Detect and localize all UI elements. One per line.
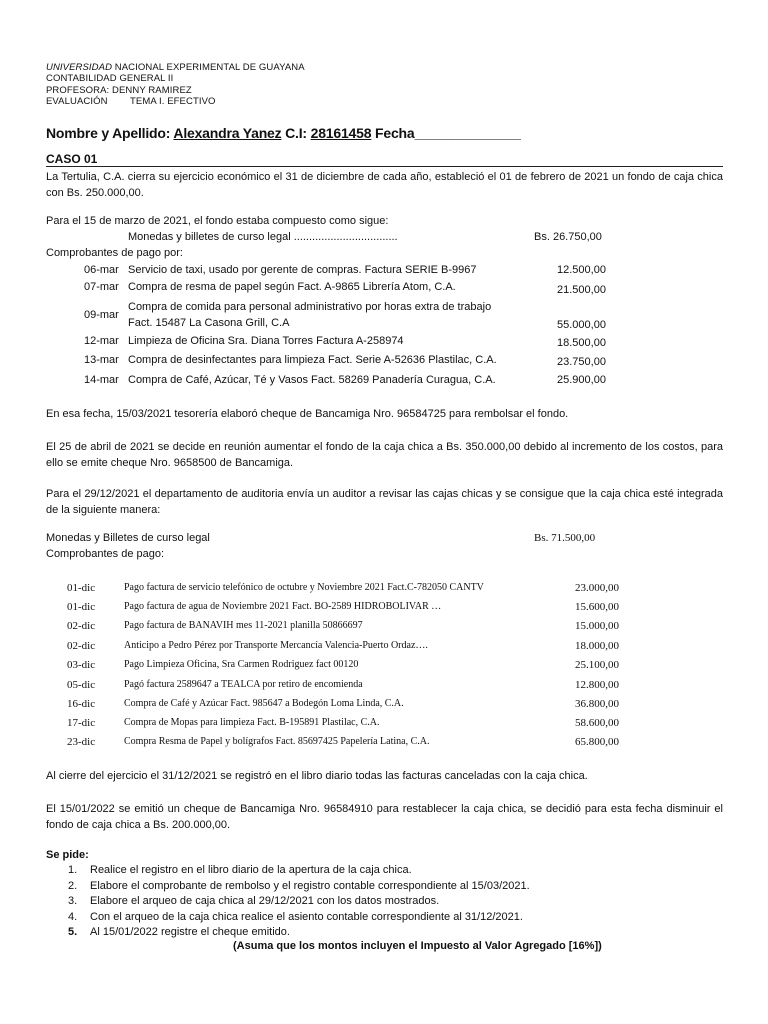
dec-amount: 15.600,00 (575, 601, 619, 613)
dec-vouchers-label: Comprobantes de pago: (46, 548, 165, 560)
task-text: Elabore el arqueo de caja chica al 29/12/2021 con los datos mostrados. (90, 895, 440, 907)
dec-date: 03-dic (67, 659, 96, 671)
task-number: 5. (68, 926, 78, 938)
dec-amount: 58.600,00 (575, 717, 619, 729)
march-desc-cont: Fact. 15487 La Casona Grill, C.A (128, 317, 290, 329)
dec-desc: Pago factura de agua de Noviembre 2021 Fact. BO-2589 HIDROBOLIVAR … (124, 601, 442, 612)
dec-desc: Pagó factura 2589647 a TEALCA por retiro de encomienda (124, 679, 363, 690)
march-date: 07-mar (84, 281, 119, 293)
dec-desc: Pago factura de servicio telefónico de octubre y Noviembre 2021 Fact.C-782050 CANTV (124, 582, 484, 593)
task-number: 3. (68, 895, 78, 907)
march-date: 12-mar (84, 335, 119, 347)
student-line (46, 125, 521, 141)
task-number: 1. (68, 864, 78, 876)
march-desc: Servicio de taxi, usado por gerente de compras. Factura SERIE B-9967 (128, 264, 477, 276)
dec-amount: 65.800,00 (575, 736, 619, 748)
dec-date: 23-dic (67, 736, 96, 748)
march-desc: Compra de desinfectantes para limpieza Fact. Serie A-52636 Plastilac, C.A. (128, 354, 497, 366)
university-line: UNIVERSIDAD NACIONAL EXPERIMENTAL DE GUAYANA (46, 62, 305, 73)
dec-date: 01-dic (67, 601, 96, 613)
march-date: 09-mar (84, 309, 119, 321)
ci-label: C.I: (285, 125, 307, 141)
march-date: 06-mar (84, 264, 119, 276)
march-desc: Compra de resma de papel según Fact. A-9865 Librería Atom, C.A. (128, 281, 456, 293)
dec-amount: 23.000,00 (575, 582, 619, 594)
dec-date: 02-dic (67, 620, 96, 632)
dec-amount: 36.800,00 (575, 698, 619, 710)
dec-date: 05-dic (67, 679, 96, 691)
march-amount: 23.750,00 (557, 356, 606, 368)
dec-cash-label: Monedas y Billetes de curso legal (46, 532, 210, 544)
topic-label: TEMA I. EFECTIVO (130, 96, 216, 107)
subject-line: CONTABILIDAD GENERAL II (46, 73, 174, 84)
task-number: 4. (68, 911, 78, 923)
dec-date: 16-dic (67, 698, 96, 710)
dec-amount: 18.000,00 (575, 640, 619, 652)
march-amount: 55.000,00 (557, 319, 606, 331)
evaluation-label: EVALUACIÓN (46, 96, 108, 107)
dec-amount: 15.000,00 (575, 620, 619, 632)
march-amount: 18.500,00 (557, 337, 606, 349)
dec-desc: Pago factura de BANAVIH mes 11-2021 planilla 50866697 (124, 620, 363, 631)
increase-paragraph: El 25 de abril de 2021 se decide en reunión aumentar el fondo de la caja chica a Bs. 350.000,00 debido al incremento de los costos, para ello se emite cheque Nro. 9658500 de Bancamiga. (46, 441, 723, 469)
date-blank: ______________ (414, 125, 521, 141)
dec-amount: 12.800,00 (575, 679, 619, 691)
march-date: 13-mar (84, 354, 119, 366)
march-amount: 12.500,00 (557, 264, 606, 276)
dec-date: 01-dic (67, 582, 96, 594)
dec-date: 02-dic (67, 640, 96, 652)
task-text: Elabore el comprobante de rembolso y el registro contable correspondiente al 15/03/2021. (90, 880, 530, 892)
march-desc: Limpieza de Oficina Sra. Diana Torres Factura A-258974 (128, 335, 404, 347)
january-paragraph: El 15/01/2022 se emitió un cheque de Bancamiga Nro. 96584910 para restablecer la caja chica, se decidió para esta fecha disminuir el fondo de caja chica a Bs. 200.000,00. (46, 803, 723, 831)
task-text: Realice el registro en el libro diario de la apertura de la caja chica. (90, 864, 412, 876)
tasks-title: Se pide: (46, 849, 89, 861)
vat-note: (Asuma que los montos incluyen el Impuesto al Valor Agregado [16%]) (233, 940, 602, 952)
march-amount: 21.500,00 (557, 284, 606, 296)
dec-desc: Pago Limpieza Oficina, Sra Carmen Rodriguez fact 00120 (124, 659, 359, 670)
march-date: 14-mar (84, 374, 119, 386)
task-number: 2. (68, 880, 78, 892)
dec-cash-amount: Bs. 71.500,00 (534, 532, 596, 544)
dec-date: 17-dic (67, 717, 96, 729)
march-desc: Compra de comida para personal administrativo por horas extra de trabajo (128, 301, 492, 313)
march-cash-amount: Bs. 26.750,00 (534, 231, 602, 243)
name-value: Alexandra Yanez (173, 125, 282, 141)
name-label: Nombre y Apellido: (46, 125, 171, 141)
march-cash-label: Monedas y billetes de curso legal .................................. (128, 231, 398, 243)
march-desc: Compra de Café, Azúcar, Té y Vasos Fact. 58269 Panadería Curagua, C.A. (128, 374, 496, 386)
march-vouchers-label: Comprobantes de pago por: (46, 247, 183, 259)
dec-desc: Compra de Café y Azúcar Fact. 985647 a Bodegón Loma Linda, C.A. (124, 698, 404, 709)
case-title: CASO 01 (46, 152, 98, 166)
date-label: Fecha (375, 125, 415, 141)
task-text: Al 15/01/2022 registre el cheque emitido. (90, 926, 290, 938)
dec-amount: 25.100,00 (575, 659, 619, 671)
case-divider (46, 166, 723, 167)
reimbursement-paragraph: En esa fecha, 15/03/2021 tesorería elaboró cheque de Bancamiga Nro. 96584725 para rembolsar el fondo. (46, 408, 569, 420)
dec-desc: Compra Resma de Papel y bolígrafos Fact. 85697425 Papelería Latina, C.A. (124, 736, 430, 747)
ci-value: 28161458 (310, 125, 372, 141)
closing-paragraph: Al cierre del ejercicio el 31/12/2021 se registró en el libro diario todas las facturas canceladas con la caja chica. (46, 770, 588, 782)
audit-paragraph: Para el 29/12/2021 el departamento de auditoria envía un auditor a revisar las cajas chicas y se consigue que la caja chica esté integrada de la siguiente manera: (46, 488, 723, 516)
dec-desc: Anticipo a Pedro Pérez por Transporte Mercancía Valencia-Puerto Ordaz…. (124, 640, 428, 651)
intro-paragraph: La Tertulia, C.A. cierra su ejercicio económico el 31 de diciembre de cada año, estableció el 01 de febrero de 2021 un fondo de caja chica con Bs. 250.000,00. (46, 171, 723, 199)
task-text: Con el arqueo de la caja chica realice el asiento contable correspondiente al 31/12/2021. (90, 911, 523, 923)
dec-desc: Compra de Mopas para limpieza Fact. B-195891 Plastilac, C.A. (124, 717, 380, 728)
march-amount: 25.900,00 (557, 374, 606, 386)
march-lead: Para el 15 de marzo de 2021, el fondo estaba compuesto como sigue: (46, 215, 389, 227)
professor-line: PROFESORA: DENNY RAMIREZ (46, 85, 192, 96)
